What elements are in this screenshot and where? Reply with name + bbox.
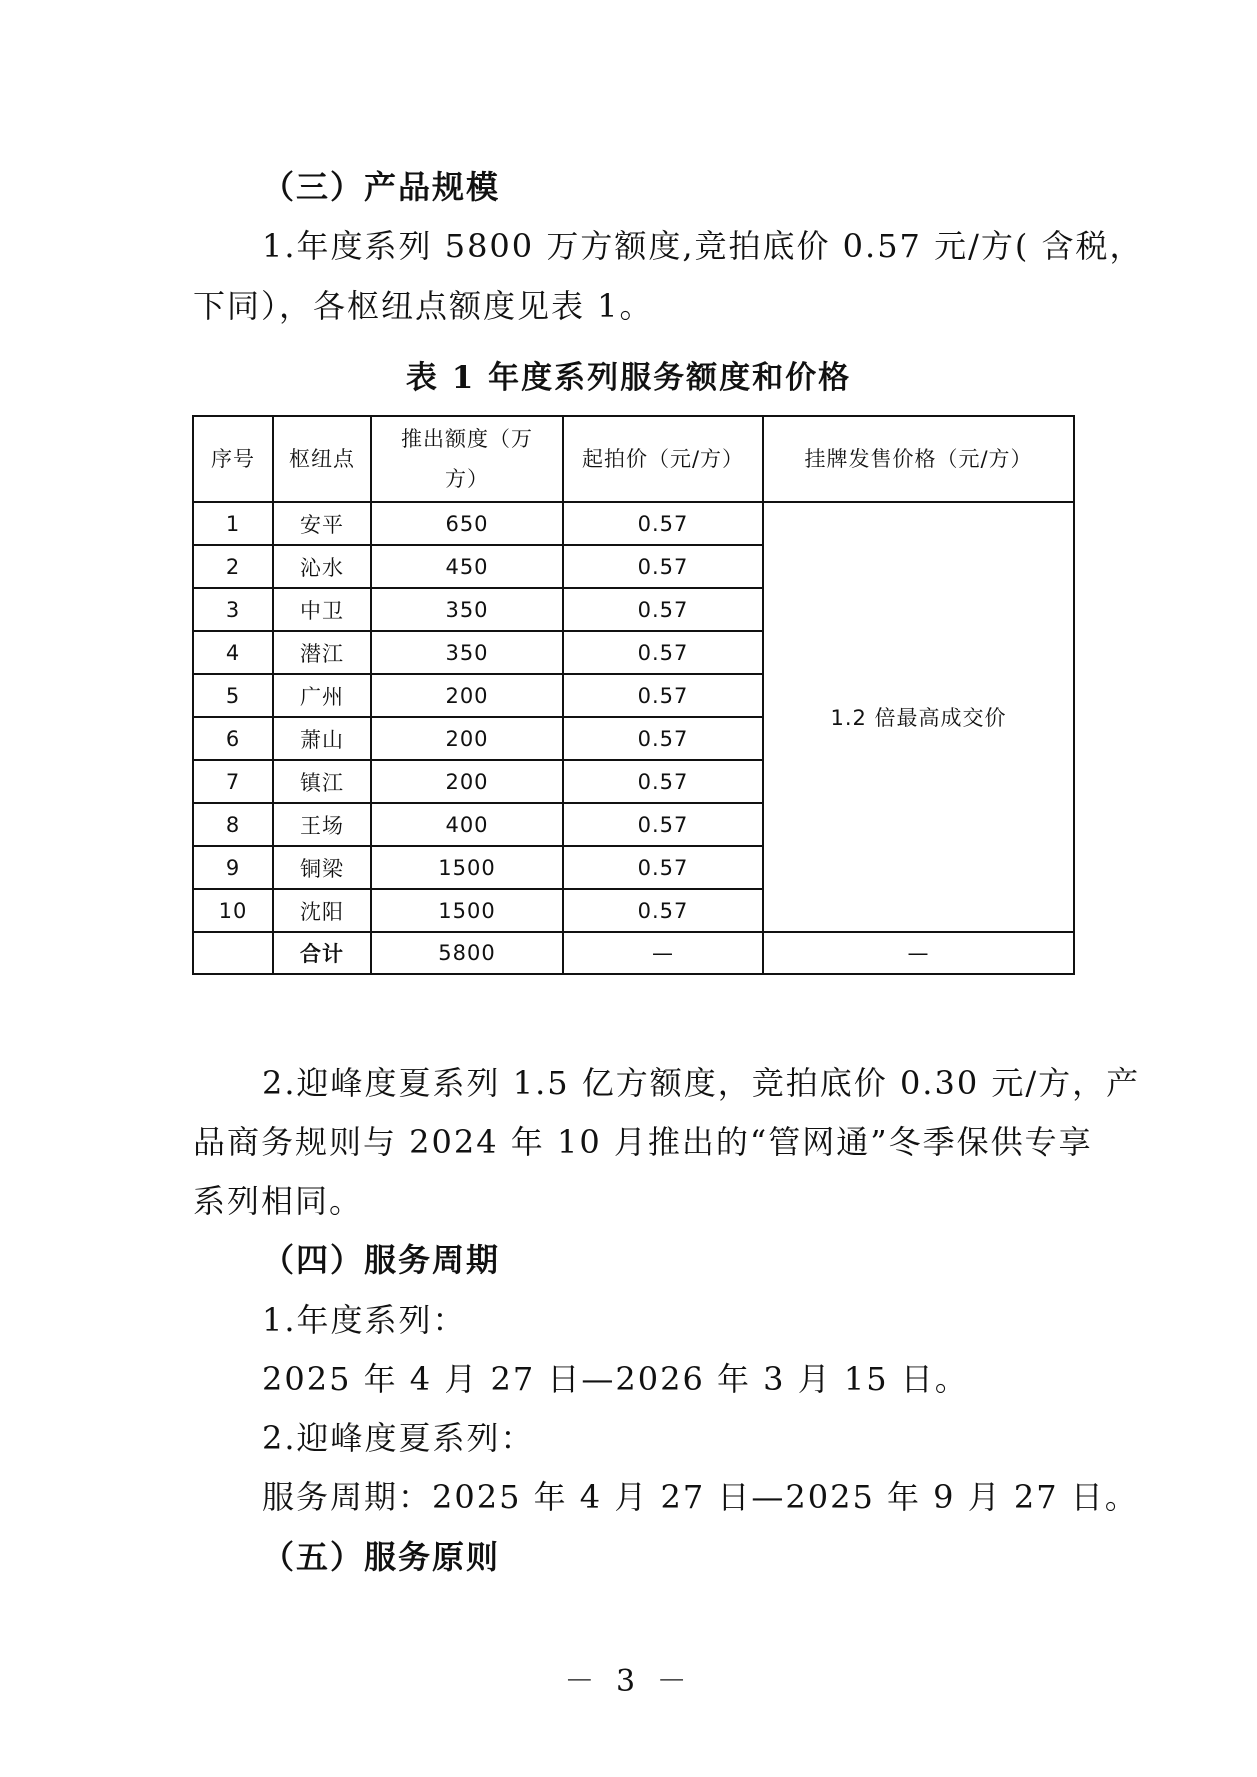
- cell-start-price: 0.57: [563, 502, 763, 545]
- cell-quota: 200: [371, 760, 563, 803]
- cell-total-seq-empty: [193, 932, 273, 974]
- cell-hub: 沁水: [273, 545, 371, 588]
- cell-hub: 萧山: [273, 717, 371, 760]
- section-4-heading: （四）服务周期: [262, 1241, 501, 1279]
- cell-start-price: 0.57: [563, 760, 763, 803]
- cell-quota: 450: [371, 545, 563, 588]
- cell-total-quota: 5800: [371, 932, 563, 974]
- section-4-item-1-period: 2025 年 4 月 27 日—2026 年 3 月 15 日。: [262, 1360, 969, 1398]
- cell-hub: 中卫: [273, 588, 371, 631]
- cell-hub: 广州: [273, 674, 371, 717]
- cell-start-price: 0.57: [563, 674, 763, 717]
- header-start-price: 起拍价（元/方）: [563, 416, 763, 502]
- cell-seq: 4: [193, 631, 273, 674]
- cell-start-price: 0.57: [563, 588, 763, 631]
- cell-quota: 400: [371, 803, 563, 846]
- cell-quota: 350: [371, 631, 563, 674]
- section-4-item-2-label: 2.迎峰度夏系列：: [262, 1419, 535, 1457]
- section-3-paragraph-1-line-2: 下同），各枢纽点额度见表 1。: [193, 287, 654, 325]
- section-5-heading: （五）服务原则: [262, 1538, 501, 1576]
- cell-start-price: 0.57: [563, 889, 763, 932]
- cell-start-price: 0.57: [563, 717, 763, 760]
- cell-listing-price-merged: 1.2 倍最高成交价: [763, 502, 1074, 932]
- cell-quota: 1500: [371, 846, 563, 889]
- cell-seq: 1: [193, 502, 273, 545]
- paragraph-2-line-2: 品商务规则与 2024 年 10 月推出的“管网通”冬季保供专享: [193, 1123, 1093, 1161]
- cell-hub: 王场: [273, 803, 371, 846]
- cell-total-listing-price: —: [763, 932, 1074, 974]
- table-1-title: 表 1 年度系列服务额度和价格: [405, 360, 852, 396]
- section-3-heading: （三）产品规模: [262, 168, 501, 206]
- paragraph-2-line-1: 2.迎峰度夏系列 1.5 亿方额度，竞拍底价 0.30 元/方，产: [262, 1064, 1141, 1102]
- section-4-item-1-label: 1.年度系列：: [262, 1301, 467, 1339]
- cell-seq: 9: [193, 846, 273, 889]
- cell-start-price: 0.57: [563, 846, 763, 889]
- cell-quota: 200: [371, 717, 563, 760]
- cell-hub: 沈阳: [273, 889, 371, 932]
- cell-seq: 5: [193, 674, 273, 717]
- cell-seq: 2: [193, 545, 273, 588]
- table-header-row: [193, 416, 1074, 502]
- paragraph-2-line-3: 系列相同。: [193, 1182, 364, 1220]
- header-quota: [371, 416, 563, 502]
- header-quota-label: 推出额度（万方）: [401, 427, 533, 491]
- cell-seq: 10: [193, 889, 273, 932]
- cell-start-price: 0.57: [563, 803, 763, 846]
- table-row: [193, 502, 1074, 545]
- cell-start-price: 0.57: [563, 545, 763, 588]
- cell-hub: 安平: [273, 502, 371, 545]
- cell-total-start-price: —: [563, 932, 763, 974]
- cell-seq: 7: [193, 760, 273, 803]
- cell-hub: 镇江: [273, 760, 371, 803]
- cell-quota: 350: [371, 588, 563, 631]
- section-4-item-2-period: 服务周期：2025 年 4 月 27 日—2025 年 9 月 27 日。: [262, 1478, 1139, 1516]
- cell-quota: 200: [371, 674, 563, 717]
- cell-hub: 潜江: [273, 631, 371, 674]
- table-total-row: [193, 932, 1074, 974]
- section-3-paragraph-1-line-1: 1.年度系列 5800 万方额度,竞拍底价 0.57 元/方( 含税，: [262, 227, 1144, 265]
- header-seq: 序号: [193, 416, 273, 502]
- cell-seq: 8: [193, 803, 273, 846]
- cell-start-price: 0.57: [563, 631, 763, 674]
- cell-seq: 6: [193, 717, 273, 760]
- cell-quota: 1500: [371, 889, 563, 932]
- cell-hub: 铜梁: [273, 846, 371, 889]
- header-listing-price: 挂牌发售价格（元/方）: [763, 416, 1074, 502]
- cell-seq: 3: [193, 588, 273, 631]
- header-hub: 枢纽点: [273, 416, 371, 502]
- page-number: － 3 －: [564, 1664, 693, 1699]
- cell-quota: 650: [371, 502, 563, 545]
- cell-total-label: 合计: [273, 932, 371, 974]
- quota-price-table: [192, 415, 1075, 975]
